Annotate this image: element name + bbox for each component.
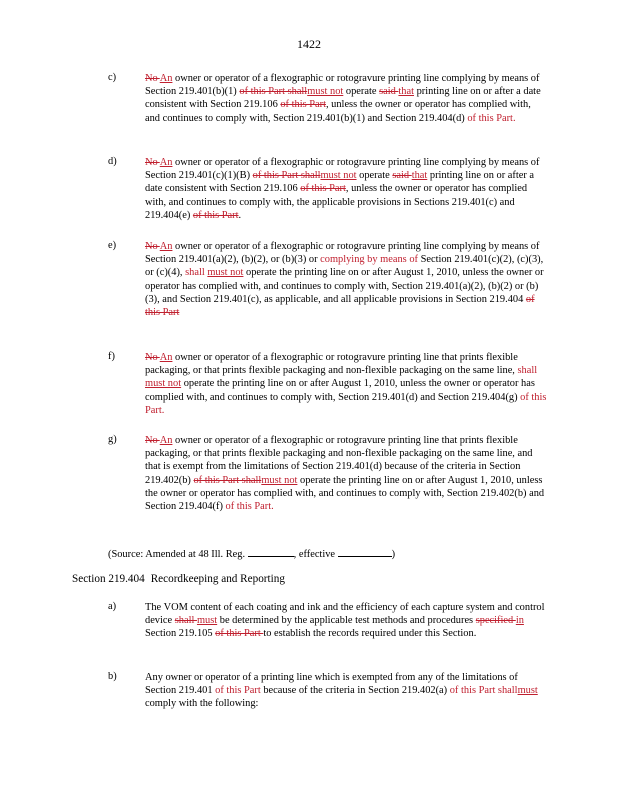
text-run: owner or operator of a flexographic or rotogravure printing line complying by means of Section 219.401(c)(1)(B) <box>145 157 540 182</box>
text-run: operate the printing line on or after August 1, 2010, unless the owner or operator has complied with, and continues to comply with, Section 219.401(a)(2), (b)(2) or (b)(3), and Section 219.401(c), as applicable, and all applicable provisions in Section 219.404 <box>145 267 544 305</box>
section-title: Recordkeeping and Reporting <box>150 573 285 585</box>
inserted-text: An <box>159 241 173 252</box>
inserted-text: must not <box>145 378 182 390</box>
deleted-text: of this Part <box>280 99 326 111</box>
deleted-text: No <box>145 241 160 252</box>
added-text: of this Part. <box>145 391 547 416</box>
text-run: comply with the following: <box>145 698 259 710</box>
text-run: printing line on or after a date consistent with Section 219.106 <box>145 170 535 195</box>
text-run: owner or operator of a flexographic or rotogravure printing line complying by means of Section 219.401(b)(1) <box>145 73 540 98</box>
inserted-text: that <box>398 86 415 98</box>
inserted-text: must <box>196 615 218 627</box>
deleted-text: of this Part shall <box>239 86 308 98</box>
deleted-text: No <box>145 352 160 363</box>
inserted-text: in <box>515 615 524 627</box>
added-text: of this Part shall <box>449 685 518 697</box>
deleted-text: said <box>392 170 412 182</box>
page-number: 1422 <box>297 37 321 51</box>
text-run: operate the printing line on or after August 1, 2010, unless the owner or operator has complied with, and continues to comply with, Section 219.402(b) and Section 219.404(f) <box>145 474 545 513</box>
paragraph-label: b) <box>108 671 117 682</box>
inserted-text: must not <box>207 267 244 279</box>
deleted-text: of this Part <box>215 628 264 640</box>
paragraph-text <box>145 156 548 222</box>
text-run: Section 219.105 <box>145 628 216 640</box>
deleted-text: of this Part shall <box>252 170 321 182</box>
text-run: operate <box>343 86 380 98</box>
section-heading <box>72 573 285 585</box>
text-run: . <box>238 209 242 221</box>
deleted-text: of this Part <box>145 293 535 319</box>
source-note <box>108 546 395 560</box>
paragraph-c <box>108 72 548 125</box>
source-suffix: ) <box>391 549 396 560</box>
paragraph-text <box>145 434 548 513</box>
inserted-text: must <box>517 685 538 697</box>
added-text: of this Part. <box>464 112 516 124</box>
paragraph-text <box>145 351 548 417</box>
text-run: to establish the records required under this Section. <box>263 628 477 640</box>
text-run: , unless the owner or operator has complied with, and continues to comply with, the applicable provisions in Sections 219.401(c) and 219.404(e) <box>145 183 528 221</box>
paragraph-label: g) <box>108 434 117 445</box>
paragraph-e <box>108 240 548 319</box>
paragraph-label: d) <box>108 156 117 167</box>
deleted-text: of this Part shall <box>193 474 262 486</box>
paragraph-label: c) <box>108 72 117 83</box>
section-paragraph-b <box>108 671 548 711</box>
inserted-text: An <box>159 73 173 84</box>
source-middle: , effective <box>293 549 338 560</box>
paragraph-g <box>108 434 548 513</box>
paragraph-label: e) <box>108 240 117 251</box>
text-run: printing line on or after a date consistent with Section 219.106 <box>145 86 541 111</box>
text-run: Section 219.401(c)(2), (c)(3), or (c)(4), <box>145 254 544 279</box>
inserted-text: must not <box>320 170 357 182</box>
deleted-text: said <box>379 86 399 98</box>
inserted-text: must not <box>261 474 298 486</box>
text-run: operate the printing line on or after August 1, 2010, unless the owner or operator has complied with, and continues to comply with, Section 219.401(d) and Section 219.404(g) <box>145 378 535 403</box>
added-text: of this Part. <box>222 501 274 513</box>
text-run: owner or operator of a flexographic or rotogravure printing line complying by means of Section 219.401(a)(2), (b)(2), or (b)(3) or <box>145 241 540 266</box>
added-text: shall <box>517 365 538 377</box>
inserted-text: that <box>411 170 428 182</box>
text-run: owner or operator of a flexographic or rotogravure printing line that prints flexible packaging, or that prints flexible packaging and non-flexible packaging on the same line, <box>145 352 518 377</box>
text-run: owner or operator of a flexographic or rotogravure printing line that prints flexible packaging, or that prints flexible packaging and non-flexible packaging on the same line, and that is exempt from the limitations of Section 219.401(d) because of the criteria in Section 219.402(b) <box>145 435 533 486</box>
effective-date-blank <box>338 546 392 557</box>
deleted-text: of this Part <box>192 209 239 221</box>
source-prefix: (Source: Amended at 48 Ill. Reg. <box>108 549 248 560</box>
deleted-text: No <box>145 157 160 168</box>
paragraph-f <box>108 351 548 417</box>
register-blank <box>248 546 294 557</box>
paragraph-text <box>145 72 548 125</box>
paragraph-label: f) <box>108 351 115 362</box>
deleted-text: shall <box>174 615 197 627</box>
section-number: Section 219.404 <box>72 573 145 585</box>
deleted-text: specified <box>475 615 516 627</box>
section-paragraph-a <box>108 601 548 641</box>
text-run: The VOM content of each coating and ink and the efficiency of each capture system and control device <box>145 602 545 627</box>
paragraph-text <box>145 240 548 319</box>
text-run: be determined by the applicable test methods and procedures <box>217 615 476 627</box>
paragraph-d <box>108 156 548 222</box>
inserted-text: An <box>159 157 173 168</box>
text-run: operate <box>356 170 393 182</box>
inserted-text: An <box>159 435 173 446</box>
paragraph-label: a) <box>108 601 117 612</box>
text-run: , unless the owner or operator has complied with, and continues to comply with, Section 219.401(b)(1) and Section 219.404(d) <box>145 99 531 124</box>
added-text: of this Part <box>215 685 261 697</box>
added-text: complying by means of <box>320 254 418 266</box>
deleted-text: No <box>145 435 160 446</box>
added-text: shall <box>185 267 208 279</box>
deleted-text: No <box>145 73 160 84</box>
inserted-text: must not <box>307 86 344 98</box>
text-run: Any owner or operator of a printing line which is exempted from any of the limitations of Section 219.401 <box>145 672 518 697</box>
text-run: because of the criteria in Section 219.402(a) <box>260 685 450 697</box>
deleted-text: of this Part <box>300 183 346 195</box>
inserted-text: An <box>159 352 173 363</box>
paragraph-text <box>145 671 548 711</box>
paragraph-text <box>145 601 548 641</box>
